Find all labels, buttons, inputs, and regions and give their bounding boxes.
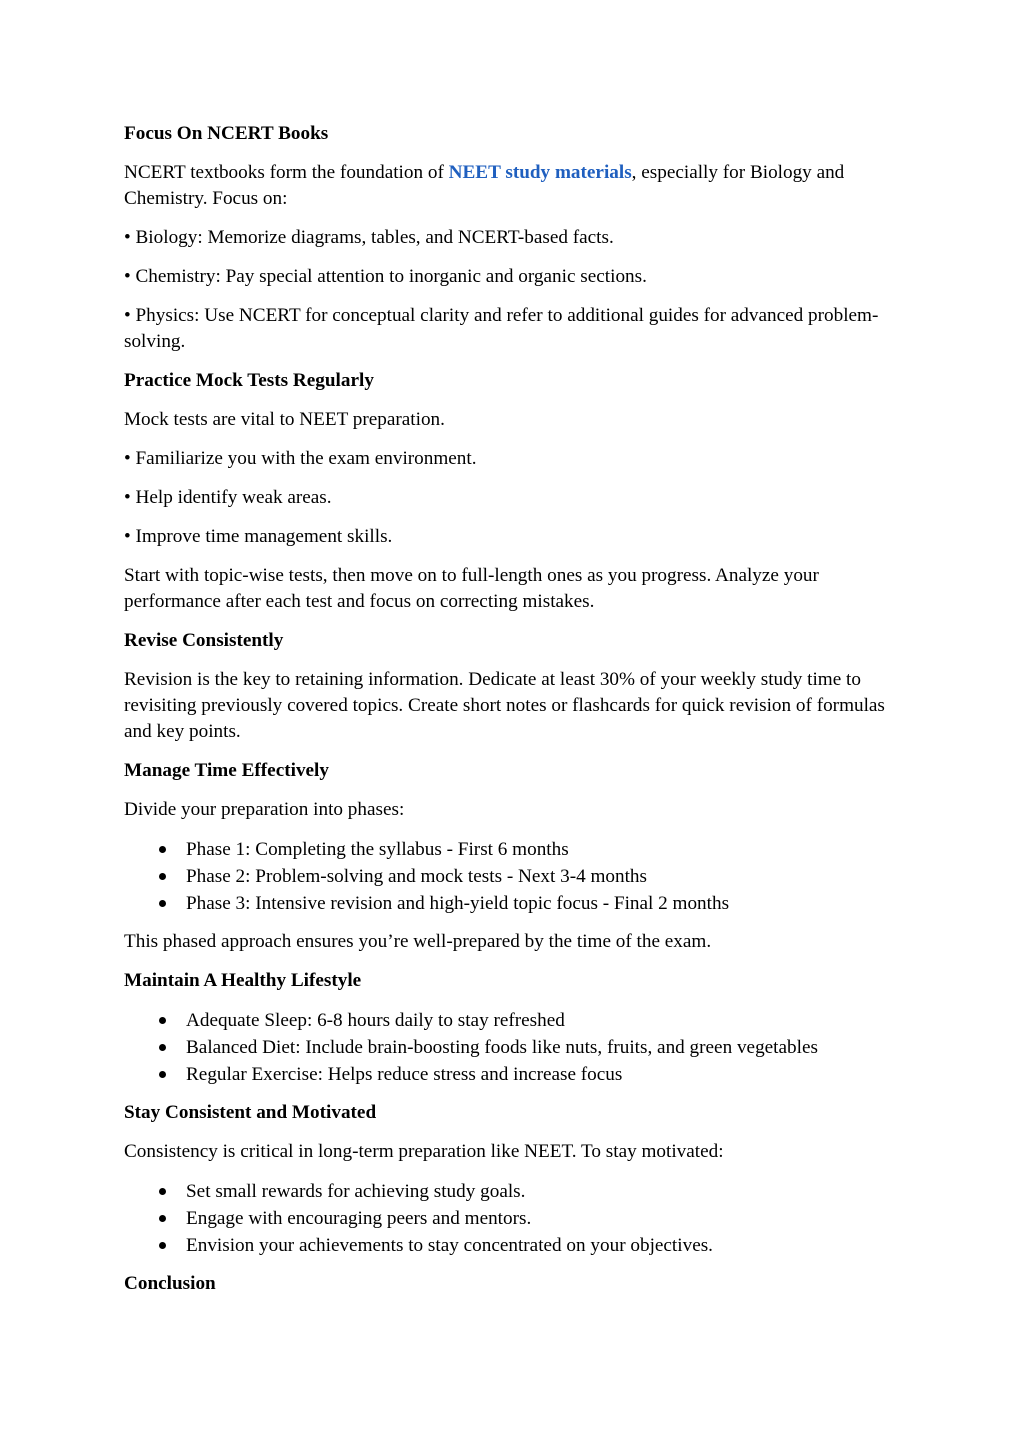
phase-2-text: Phase 2: Problem-solving and mock tests - Next 3-4 months bbox=[186, 866, 647, 887]
lifestyle-list bbox=[124, 1007, 904, 1088]
bullet-icon bbox=[159, 1242, 166, 1249]
list-item bbox=[124, 863, 904, 890]
exercise-text: Regular Exercise: Helps reduce stress and increase focus bbox=[186, 1064, 623, 1085]
list-item bbox=[124, 1205, 904, 1232]
mock-bullet-weak-areas: • Help identify weak areas. bbox=[124, 487, 332, 508]
section-heading-mock-tests: Practice Mock Tests Regularly bbox=[124, 370, 374, 391]
section-heading-revise: Revise Consistently bbox=[124, 630, 284, 651]
document-page bbox=[124, 121, 904, 1310]
section-heading-conclusion: Conclusion bbox=[124, 1273, 216, 1294]
bullet-icon bbox=[159, 1188, 166, 1195]
ncert-bullet-physics: • Physics: Use NCERT for conceptual clarity and refer to additional guides for advanced problem-solving. bbox=[124, 305, 879, 352]
bullet-icon bbox=[159, 900, 166, 907]
neet-study-materials-link[interactable]: NEET study materials bbox=[448, 162, 632, 183]
peers-text: Engage with encouraging peers and mentors. bbox=[186, 1208, 532, 1229]
phases-list bbox=[124, 836, 904, 917]
diet-text: Balanced Diet: Include brain-boosting foods like nuts, fruits, and green vegetables bbox=[186, 1037, 818, 1058]
ncert-bullet-biology: • Biology: Memorize diagrams, tables, and NCERT-based facts. bbox=[124, 227, 614, 248]
ncert-bullet-chemistry: • Chemistry: Pay special attention to inorganic and organic sections. bbox=[124, 266, 647, 287]
list-item bbox=[124, 1178, 904, 1205]
ncert-intro-start: NCERT textbooks form the foundation of bbox=[124, 162, 449, 183]
bullet-icon bbox=[159, 873, 166, 880]
list-item bbox=[124, 1232, 904, 1259]
section-heading-lifestyle: Maintain A Healthy Lifestyle bbox=[124, 970, 362, 991]
list-item bbox=[124, 890, 904, 917]
rewards-text: Set small rewards for achieving study goals. bbox=[186, 1181, 526, 1202]
section-heading-ncert: Focus On NCERT Books bbox=[124, 123, 329, 144]
bullet-icon bbox=[159, 1071, 166, 1078]
bullet-icon bbox=[159, 846, 166, 853]
time-intro: Divide your preparation into phases: bbox=[124, 799, 405, 820]
list-item bbox=[124, 836, 904, 863]
ncert-intro bbox=[124, 160, 904, 212]
list-item bbox=[124, 1034, 904, 1061]
list-item bbox=[124, 1061, 904, 1088]
phase-1-text: Phase 1: Completing the syllabus - First 6 months bbox=[186, 839, 569, 860]
bullet-icon bbox=[159, 1044, 166, 1051]
mock-intro: Mock tests are vital to NEET preparation. bbox=[124, 409, 445, 430]
ncert-intro-end: , especially for Biology and Chemistry. Focus on: bbox=[124, 162, 845, 209]
mock-bullet-environment: • Familiarize you with the exam environment. bbox=[124, 448, 477, 469]
revise-body: Revision is the key to retaining information. Dedicate at least 30% of your weekly study time to revisiting previously covered topics. Create short notes or flashcards for quick revision of formulas and key points. bbox=[124, 669, 885, 742]
motivated-intro: Consistency is critical in long-term preparation like NEET. To stay motivated: bbox=[124, 1141, 724, 1162]
bullet-icon bbox=[159, 1215, 166, 1222]
bullet-icon bbox=[159, 1017, 166, 1024]
list-item bbox=[124, 1007, 904, 1034]
sleep-text: Adequate Sleep: 6-8 hours daily to stay refreshed bbox=[186, 1010, 565, 1031]
section-heading-motivated: Stay Consistent and Motivated bbox=[124, 1102, 377, 1123]
mock-outro: Start with topic-wise tests, then move on to full-length ones as you progress. Analyze your performance after each test and focus on correcting mistakes. bbox=[124, 565, 819, 612]
motivation-list bbox=[124, 1178, 904, 1259]
time-outro: This phased approach ensures you’re well-prepared by the time of the exam. bbox=[124, 931, 712, 952]
envision-text: Envision your achievements to stay concentrated on your objectives. bbox=[186, 1235, 713, 1256]
section-heading-time: Manage Time Effectively bbox=[124, 760, 329, 781]
phase-3-text: Phase 3: Intensive revision and high-yield topic focus - Final 2 months bbox=[186, 893, 730, 914]
mock-bullet-time-management: • Improve time management skills. bbox=[124, 526, 393, 547]
